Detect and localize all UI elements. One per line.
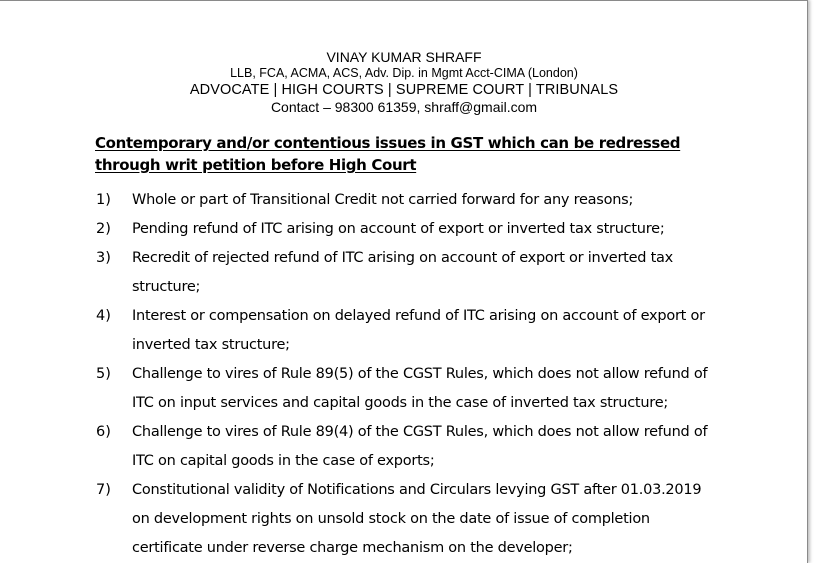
item-line: on development rights on unsold stock on the date of issue of completion <box>132 511 650 527</box>
item-line: ITC on input services and capital goods in the case of inverted tax structure; <box>132 395 669 411</box>
list-item <box>0 186 808 215</box>
item-text <box>132 215 732 244</box>
practice-areas: ADVOCATE | HIGH COURTS | SUPREME COURT | TRIBUNALS <box>189 82 619 98</box>
item-line: certificate under reverse charge mechanism on the developer; <box>132 540 573 556</box>
item-number: 4) <box>96 308 111 324</box>
item-number: 6) <box>96 424 111 440</box>
item-line: Pending refund of ITC arising on account of export or inverted tax structure; <box>132 221 665 237</box>
list-item <box>0 418 808 476</box>
item-number: 5) <box>96 366 111 382</box>
item-text <box>132 360 732 418</box>
item-number: 2) <box>96 221 111 237</box>
item-text <box>132 302 732 360</box>
letterhead <box>0 49 808 116</box>
item-line: structure; <box>132 279 201 295</box>
list-item <box>0 244 808 302</box>
item-number: 3) <box>96 250 111 266</box>
item-line: Interest or compensation on delayed refund of ITC arising on account of export or <box>132 308 705 324</box>
contact-info: Contact – 98300 61359, shraff@gmail.com <box>270 99 538 115</box>
issues-list <box>0 186 808 563</box>
item-line: Challenge to vires of Rule 89(5) of the CGST Rules, which does not allow refund of <box>132 366 708 382</box>
item-text <box>132 476 732 563</box>
item-number: 7) <box>96 482 111 498</box>
advocate-name: VINAY KUMAR SHRAFF <box>326 49 482 65</box>
qualifications: LLB, FCA, ACMA, ACS, Adv. Dip. in Mgmt Acct-CIMA (London) <box>230 66 578 80</box>
item-text <box>132 418 732 476</box>
list-item <box>0 476 808 563</box>
list-item <box>0 215 808 244</box>
item-text <box>132 244 732 302</box>
title-line: Contemporary and/or contentious issues in GST which can be redressed <box>95 134 681 152</box>
item-number: 1) <box>96 192 111 208</box>
item-line: Constitutional validity of Notifications and Circulars levying GST after 01.03.2019 <box>132 482 702 498</box>
item-line: ITC on capital goods in the case of exports; <box>132 453 435 469</box>
title-line: through writ petition before High Court <box>95 156 417 174</box>
list-item <box>0 302 808 360</box>
document-title <box>95 132 735 176</box>
item-line: Whole or part of Transitional Credit not carried forward for any reasons; <box>132 192 634 208</box>
list-item <box>0 360 808 418</box>
item-text <box>132 186 732 215</box>
item-line: Challenge to vires of Rule 89(4) of the CGST Rules, which does not allow refund of <box>132 424 708 440</box>
item-line: inverted tax structure; <box>132 337 290 353</box>
item-line: Recredit of rejected refund of ITC arising on account of export or inverted tax <box>132 250 673 266</box>
